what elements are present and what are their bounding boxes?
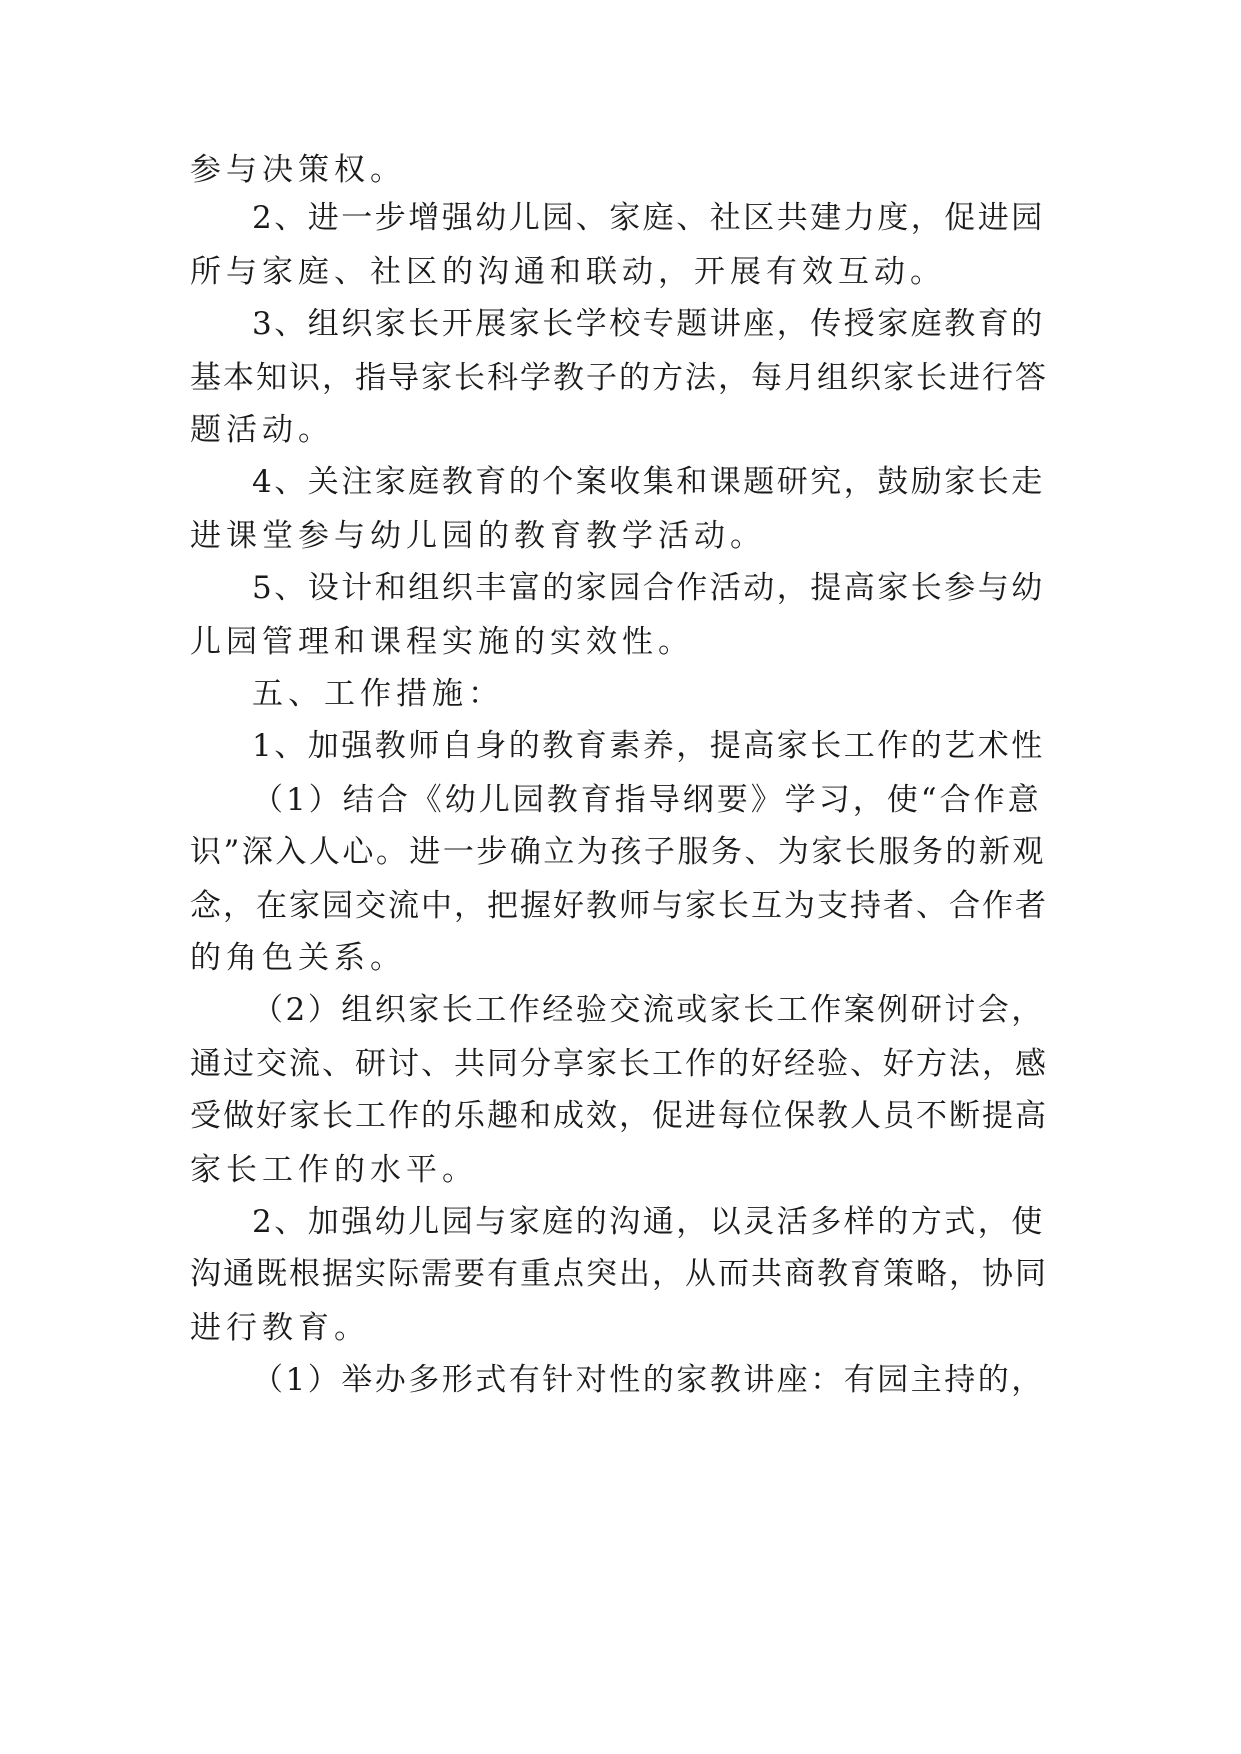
text-line: 5、设计和组织丰富的家园合作活动，提高家长参与幼 [252, 570, 1045, 606]
text-line: 所与家庭、社区的沟通和联动，开展有效互动。 [190, 254, 946, 290]
text-line: 进行教育。 [190, 1310, 370, 1346]
text-line: 题活动。 [190, 412, 334, 448]
text-line: 2、加强幼儿园与家庭的沟通，以灵活多样的方式，使 [252, 1204, 1045, 1240]
text-line: 受做好家长工作的乐趣和成效，促进每位保教人员不断提高 [190, 1098, 1048, 1134]
text-line: 沟通既根据实际需要有重点突出，从而共商教育策略，协同 [190, 1256, 1048, 1292]
text-line: 进课堂参与幼儿园的教育教学活动。 [190, 518, 766, 554]
text-line: 通过交流、研讨、共同分享家长工作的好经验、好方法，感 [190, 1046, 1048, 1082]
text-line: 3、组织家长开展家长学校专题讲座，传授家庭教育的 [252, 306, 1045, 342]
text-line: 的角色关系。 [190, 940, 406, 976]
text-line: 家长工作的水平。 [190, 1152, 478, 1188]
text-line: 2、进一步增强幼儿园、家庭、社区共建力度，促进园 [252, 200, 1045, 236]
text-line: （2）组织家长工作经验交流或家长工作案例研讨会， [252, 992, 1045, 1028]
text-line: 参与决策权。 [190, 152, 406, 188]
text-line: （1）结合《幼儿园教育指导纲要》学习，使“合作意 [252, 782, 1042, 818]
text-line: 1、加强教师自身的教育素养，提高家长工作的艺术性 [252, 728, 1045, 764]
text-line: 儿园管理和课程实施的实效性。 [190, 624, 694, 660]
text-line: 4、关注家庭教育的个案收集和课题研究，鼓励家长走 [252, 464, 1045, 500]
section-heading: 五、工作措施： [252, 676, 504, 712]
text-line: 基本知识，指导家长科学教子的方法，每月组织家长进行答 [190, 360, 1048, 396]
text-line: 识”深入人心。进一步确立为孩子服务、为家长服务的新观 [190, 834, 1046, 870]
text-line: 念，在家园交流中，把握好教师与家长互为支持者、合作者 [190, 888, 1048, 924]
text-line: （1）举办多形式有针对性的家教讲座：有园主持的， [252, 1362, 1045, 1398]
